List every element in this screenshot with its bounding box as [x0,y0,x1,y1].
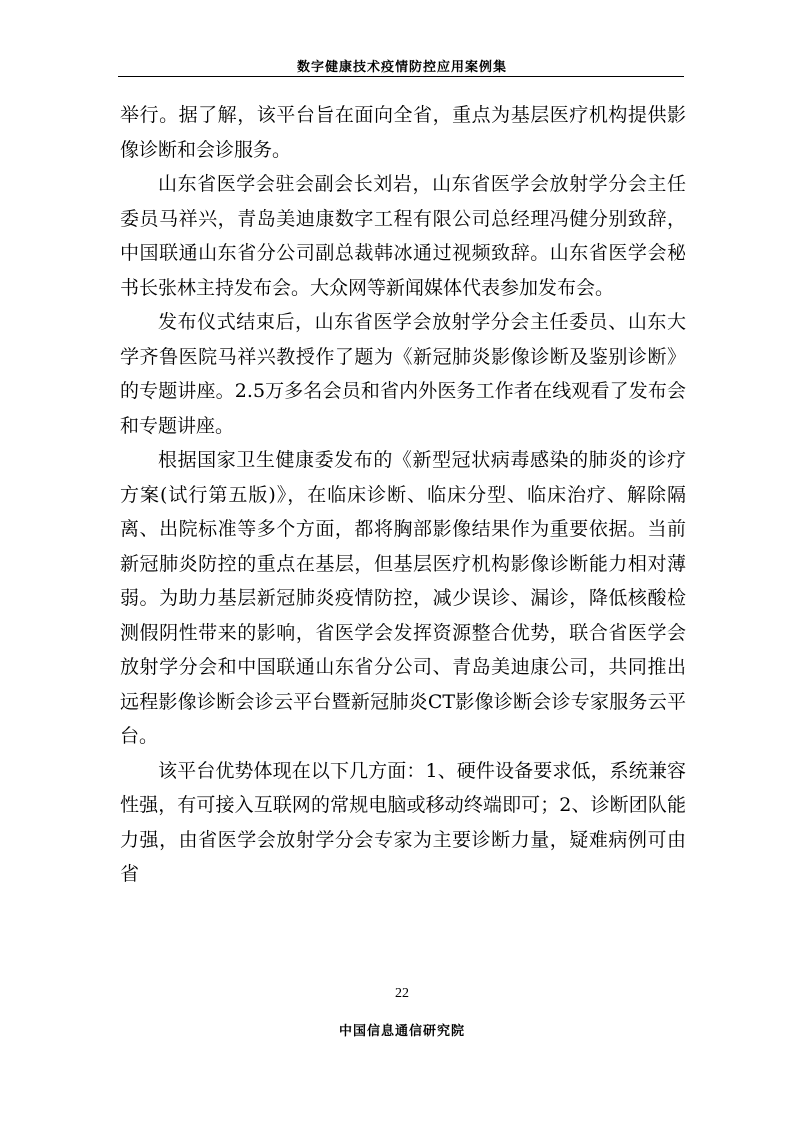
paragraph-speakers: 山东省医学会驻会副会长刘岩，山东省医学会放射学分会主任委员马祥兴，青岛美迪康数字工程有限公司总经理冯健分别致辞，中国联通山东省分公司副总裁韩冰通过视频致辞。山东省医学会秘书长张林主持发布会。大众网等新闻媒体代表参加发布会。 [120,173,686,299]
header-divider [118,76,684,77]
page-number: 22 [395,986,409,1001]
document-body [120,98,686,892]
paragraph-advantages: 该平台优势体现在以下几方面：1、硬件设备要求低，系统兼容性强，有可接入互联网的常规电脑或移动终端即可；2、诊断团队能力强，由省医学会放射学分会专家为主要诊断力量，疑难病例可由省 [120,759,686,885]
footer-organization: 中国信息通信研究院 [338,1024,465,1039]
paragraph-lecture: 发布仪式结束后，山东省医学会放射学分会主任委员、山东大学齐鲁医院马祥兴教授作了题为《新冠肺炎影像诊断及鉴别诊断》的专题讲座。2.5万多名会员和省内外医务工作者在线观看了发布会和专题讲座。 [120,311,686,437]
page-header-title: 数字健康技术疫情防控应用案例集 [296,60,507,75]
paragraph-background: 根据国家卫生健康委发布的《新型冠状病毒感染的肺炎的诊疗方案(试行第五版)》，在临床诊断、临床分型、临床治疗、解除隔离、出院标准等多个方面，都将胸部影像结果作为重要依据。当前新冠肺炎防控的重点在基层，但基层医疗机构影像诊断能力相对薄弱。为助力基层新冠肺炎疫情防控，减少误诊、漏诊，降低核酸检测假阴性带来的影响，省医学会发挥资源整合优势，联合省医学会放射学分会和中国联通山东省分公司、青岛美迪康公司，共同推出远程影像诊断会诊云平台暨新冠肺炎CT影像诊断会诊专家服务云平台。 [120,449,686,747]
paragraph-continuation: 举行。据了解，该平台旨在面向全省，重点为基层医疗机构提供影像诊断和会诊服务。 [120,104,686,161]
